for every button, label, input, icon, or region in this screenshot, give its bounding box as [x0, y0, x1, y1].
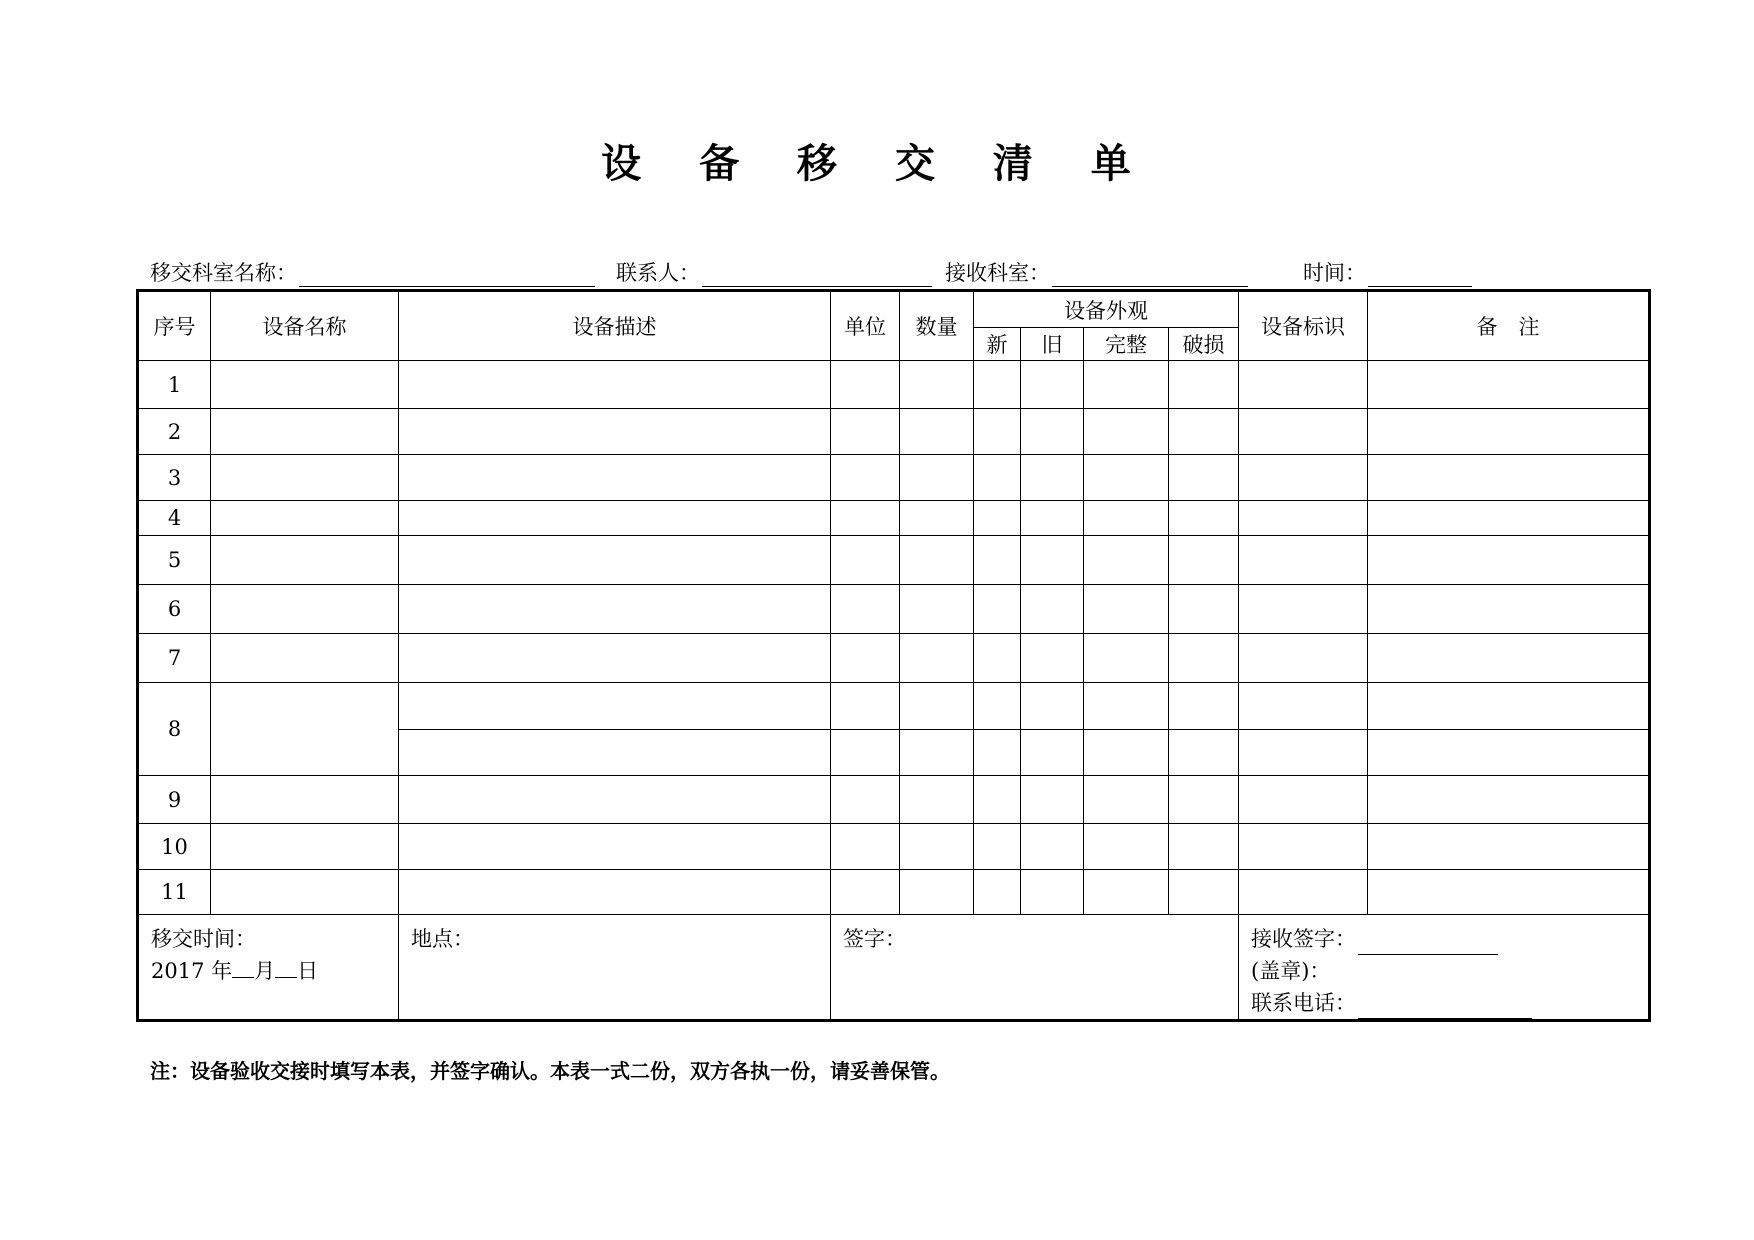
receive-dept-blank[interactable]	[1052, 264, 1248, 287]
row-new-cell[interactable]	[974, 870, 1021, 915]
row-new-cell[interactable]	[974, 409, 1021, 455]
row-seq: 6	[138, 585, 211, 634]
handover-time-label: 移交时间：	[151, 927, 256, 951]
row-desc-cell[interactable]	[399, 361, 831, 409]
row-remark-cell[interactable]	[1368, 585, 1650, 634]
row-intact-cell[interactable]	[1084, 361, 1169, 409]
row-desc-cell[interactable]	[399, 409, 831, 455]
row-qty-cell[interactable]	[900, 824, 974, 870]
phone-label: 联系电话：	[1251, 991, 1356, 1015]
row-desc-cell[interactable]	[399, 634, 831, 683]
row-seq: 9	[138, 776, 211, 824]
table-row	[138, 870, 1650, 915]
row-intact-cell[interactable]	[1084, 455, 1169, 501]
contact-blank[interactable]	[702, 264, 932, 287]
header-appearance: 设备外观	[974, 291, 1239, 328]
contact-field[interactable]	[616, 257, 932, 287]
row-intact-cell[interactable]	[1084, 870, 1169, 915]
header-qty: 数量	[900, 291, 974, 361]
row-remark-cell[interactable]	[1368, 634, 1650, 683]
row-remark-cell[interactable]	[1368, 776, 1650, 824]
row-tag-cell[interactable]	[1239, 536, 1368, 585]
dept-blank[interactable]	[299, 264, 595, 287]
row-name-cell[interactable]	[211, 585, 399, 634]
footnote: 注：设备验收交接时填写本表，并签字确认。本表一式二份，双方各执一份，请妥善保管。	[150, 1059, 950, 1083]
table-row	[138, 776, 1650, 824]
row-new-cell[interactable]	[974, 776, 1021, 824]
row-damaged-cell[interactable]	[1169, 455, 1239, 501]
row-new-cell[interactable]	[974, 501, 1021, 536]
row-desc-cell[interactable]	[399, 683, 831, 730]
receive-dept-field[interactable]	[945, 257, 1248, 287]
table-row	[138, 536, 1650, 585]
header-new: 新	[974, 328, 1021, 361]
phone-row	[1251, 987, 1636, 1019]
row-name-cell[interactable]	[211, 409, 399, 455]
row-unit-cell[interactable]	[831, 585, 900, 634]
row-tag-cell[interactable]	[1239, 455, 1368, 501]
row-damaged-cell[interactable]	[1169, 634, 1239, 683]
row-unit-cell[interactable]	[831, 501, 900, 536]
handover-time-cell[interactable]	[138, 915, 399, 1021]
header-damaged: 破损	[1169, 328, 1239, 361]
header-desc: 设备描述	[399, 291, 831, 361]
row-desc-cell[interactable]	[399, 824, 831, 870]
row-seq: 3	[138, 455, 211, 501]
row-damaged-cell[interactable]	[1169, 683, 1239, 730]
row-name-cell[interactable]	[211, 776, 399, 824]
row-seq: 4	[138, 501, 211, 536]
row-unit-cell[interactable]	[831, 455, 900, 501]
row-old-cell[interactable]	[1021, 634, 1084, 683]
dept-field[interactable]	[150, 257, 595, 287]
table-row	[138, 824, 1650, 870]
header-old: 旧	[1021, 328, 1084, 361]
row-damaged-cell[interactable]	[1169, 585, 1239, 634]
page-title: 设 备 移 交 清 单	[601, 141, 1153, 187]
row-seq: 8	[138, 683, 211, 776]
row-remark-cell[interactable]	[1368, 870, 1650, 915]
row-tag-cell[interactable]	[1239, 683, 1368, 730]
row-unit-cell[interactable]	[831, 824, 900, 870]
row-desc-cell[interactable]	[399, 536, 831, 585]
row-desc-cell[interactable]	[399, 501, 831, 536]
row-new-cell[interactable]	[974, 585, 1021, 634]
row-intact-cell[interactable]	[1084, 501, 1169, 536]
row-tag-cell[interactable]	[1239, 634, 1368, 683]
row-unit-cell[interactable]	[831, 730, 900, 776]
row-seq: 1	[138, 361, 211, 409]
row-remark-cell[interactable]	[1368, 409, 1650, 455]
row-qty-cell[interactable]	[900, 361, 974, 409]
row-tag-cell[interactable]	[1239, 585, 1368, 634]
row-unit-cell[interactable]	[831, 634, 900, 683]
header-intact: 完整	[1084, 328, 1169, 361]
row-qty-cell[interactable]	[900, 501, 974, 536]
header-tag: 设备标识	[1239, 291, 1368, 361]
row-qty-cell[interactable]	[900, 776, 974, 824]
row-new-cell[interactable]	[974, 455, 1021, 501]
table-row	[138, 634, 1650, 683]
table-row	[138, 361, 1650, 409]
row-desc-cell[interactable]	[399, 730, 831, 776]
row-name-cell[interactable]	[211, 455, 399, 501]
handover-date	[151, 955, 386, 987]
row-remark-cell[interactable]	[1368, 683, 1650, 730]
row-unit-cell[interactable]	[831, 409, 900, 455]
row-old-cell[interactable]	[1021, 585, 1084, 634]
date-year: 2017 年	[151, 959, 233, 983]
row-seq: 11	[138, 870, 211, 915]
row-desc-cell[interactable]	[399, 870, 831, 915]
row-tag-cell[interactable]	[1239, 501, 1368, 536]
row-damaged-cell[interactable]	[1169, 501, 1239, 536]
row-remark-cell[interactable]	[1368, 824, 1650, 870]
row-seq: 7	[138, 634, 211, 683]
row-qty-cell[interactable]	[900, 634, 974, 683]
sign-cell[interactable]	[831, 915, 1239, 1021]
row-unit-cell[interactable]	[831, 776, 900, 824]
row-tag-cell[interactable]	[1239, 870, 1368, 915]
header-remark: 备 注	[1368, 291, 1650, 361]
row-seq: 10	[138, 824, 211, 870]
row-damaged-cell[interactable]	[1169, 536, 1239, 585]
row-intact-cell[interactable]	[1084, 776, 1169, 824]
row-intact-cell[interactable]	[1084, 824, 1169, 870]
row-old-cell[interactable]	[1021, 501, 1084, 536]
table-row	[138, 409, 1650, 455]
row-remark-cell[interactable]	[1368, 361, 1650, 409]
receive-sign-label: 接收签字：	[1251, 927, 1356, 951]
row-name-cell[interactable]	[211, 870, 399, 915]
row-intact-cell[interactable]	[1084, 634, 1169, 683]
row-qty-cell[interactable]	[900, 536, 974, 585]
row-old-cell[interactable]	[1021, 536, 1084, 585]
row-damaged-cell[interactable]	[1169, 361, 1239, 409]
header-seq: 序号	[138, 291, 211, 361]
row-remark-cell[interactable]	[1368, 730, 1650, 776]
table-row	[138, 585, 1650, 634]
row-remark-cell[interactable]	[1368, 536, 1650, 585]
row-new-cell[interactable]	[974, 824, 1021, 870]
row-remark-cell[interactable]	[1368, 455, 1650, 501]
table-row	[138, 455, 1650, 501]
table-body	[138, 361, 1650, 915]
row-intact-cell[interactable]	[1084, 730, 1169, 776]
row-qty-cell[interactable]	[900, 730, 974, 776]
row-name-cell[interactable]	[211, 634, 399, 683]
row-name-cell[interactable]	[211, 824, 399, 870]
row-damaged-cell[interactable]	[1169, 824, 1239, 870]
time-label: 时间：	[1303, 261, 1366, 285]
table-row	[138, 501, 1650, 536]
row-old-cell[interactable]	[1021, 455, 1084, 501]
row-new-cell[interactable]	[974, 683, 1021, 730]
day-blank[interactable]	[275, 957, 297, 978]
row-tag-cell[interactable]	[1239, 730, 1368, 776]
row-intact-cell[interactable]	[1084, 409, 1169, 455]
row-desc-cell[interactable]	[399, 776, 831, 824]
row-intact-cell[interactable]	[1084, 585, 1169, 634]
header-unit: 单位	[831, 291, 900, 361]
row-qty-cell[interactable]	[900, 683, 974, 730]
row-damaged-cell[interactable]	[1169, 870, 1239, 915]
month-blank[interactable]	[232, 957, 254, 978]
row-unit-cell[interactable]	[831, 361, 900, 409]
row-name-cell[interactable]	[211, 536, 399, 585]
contact-label: 联系人：	[616, 261, 700, 285]
info-line	[150, 257, 1630, 287]
time-field[interactable]	[1303, 257, 1472, 287]
receive-sign-blank[interactable]	[1358, 934, 1498, 955]
receive-dept-label: 接收科室：	[945, 261, 1050, 285]
row-name-cell[interactable]	[211, 683, 399, 776]
row-damaged-cell[interactable]	[1169, 730, 1239, 776]
row-unit-cell[interactable]	[831, 870, 900, 915]
row-tag-cell[interactable]	[1239, 409, 1368, 455]
row-damaged-cell[interactable]	[1169, 409, 1239, 455]
row-name-cell[interactable]	[211, 501, 399, 536]
header-name: 设备名称	[211, 291, 399, 361]
receive-cell[interactable]	[1239, 915, 1650, 1021]
row-tag-cell[interactable]	[1239, 824, 1368, 870]
place-label: 地点：	[411, 927, 474, 951]
row-desc-cell[interactable]	[399, 585, 831, 634]
date-month: 月	[254, 959, 276, 983]
row-unit-cell[interactable]	[831, 683, 900, 730]
seal-label: (盖章)：	[1251, 959, 1331, 983]
place-cell[interactable]	[399, 915, 831, 1021]
table-row	[138, 683, 1650, 730]
row-desc-cell[interactable]	[399, 455, 831, 501]
row-tag-cell[interactable]	[1239, 776, 1368, 824]
row-old-cell[interactable]	[1021, 361, 1084, 409]
row-new-cell[interactable]	[974, 634, 1021, 683]
row-remark-cell[interactable]	[1368, 501, 1650, 536]
dept-label: 移交科室名称：	[150, 261, 297, 285]
row-new-cell[interactable]	[974, 730, 1021, 776]
row-qty-cell[interactable]	[900, 870, 974, 915]
row-old-cell[interactable]	[1021, 730, 1084, 776]
receive-sign-row	[1251, 923, 1636, 955]
row-qty-cell[interactable]	[900, 409, 974, 455]
row-new-cell[interactable]	[974, 536, 1021, 585]
row-seq: 5	[138, 536, 211, 585]
row-damaged-cell[interactable]	[1169, 776, 1239, 824]
row-tag-cell[interactable]	[1239, 361, 1368, 409]
row-old-cell[interactable]	[1021, 776, 1084, 824]
row-qty-cell[interactable]	[900, 585, 974, 634]
row-name-cell[interactable]	[211, 361, 399, 409]
time-blank[interactable]	[1368, 264, 1472, 287]
sign-label: 签字：	[843, 927, 906, 951]
row-old-cell[interactable]	[1021, 870, 1084, 915]
equipment-table	[136, 289, 1651, 1022]
row-qty-cell[interactable]	[900, 455, 974, 501]
row-old-cell[interactable]	[1021, 824, 1084, 870]
row-old-cell[interactable]	[1021, 683, 1084, 730]
row-new-cell[interactable]	[974, 361, 1021, 409]
row-intact-cell[interactable]	[1084, 683, 1169, 730]
phone-blank[interactable]	[1358, 998, 1532, 1019]
row-seq: 2	[138, 409, 211, 455]
date-day: 日	[297, 959, 319, 983]
row-old-cell[interactable]	[1021, 409, 1084, 455]
row-intact-cell[interactable]	[1084, 536, 1169, 585]
row-unit-cell[interactable]	[831, 536, 900, 585]
